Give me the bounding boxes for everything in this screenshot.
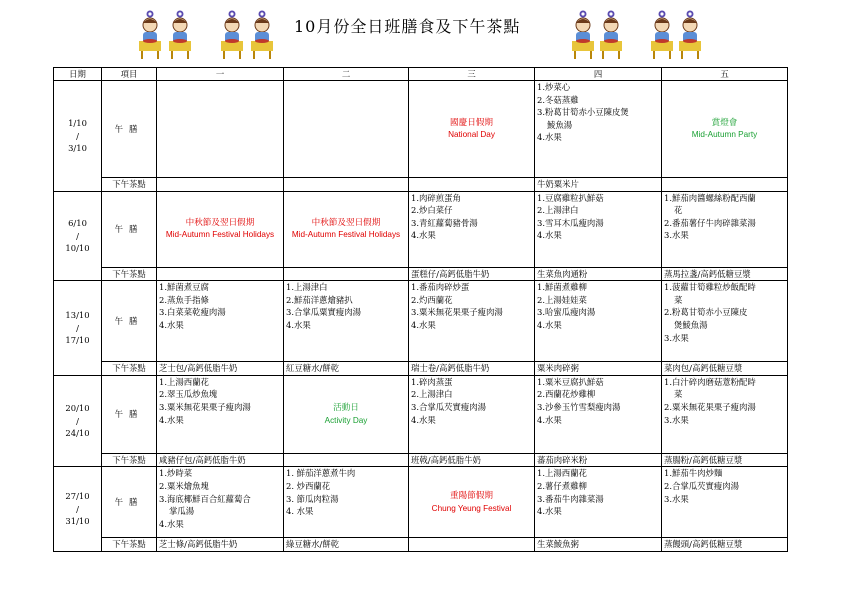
lunch-menu-cell bbox=[409, 375, 535, 453]
tea-cell: 蒸饅頭/高鈣低糖豆漿 bbox=[662, 538, 788, 552]
week-date-range bbox=[54, 375, 102, 467]
menu-line: 3.合掌瓜芡實瘦肉湯 bbox=[411, 401, 486, 412]
menu-line: 2.蒸魚手指條 bbox=[159, 294, 209, 305]
menu-line: 2.粟米燴魚塊 bbox=[159, 480, 209, 491]
tea-cell bbox=[157, 178, 284, 192]
event-cell bbox=[284, 375, 409, 453]
tea-cell bbox=[284, 453, 409, 467]
menu-line: 1.鮮茄肉醬螺絲粉配西蘭 bbox=[664, 192, 756, 203]
tea-label: 下午茶點 bbox=[102, 267, 157, 281]
menu-line: 2.翠玉瓜炒魚塊 bbox=[159, 389, 218, 400]
tea-cell bbox=[662, 178, 788, 192]
date-line: 27/10 bbox=[65, 491, 90, 502]
menu-line: 2.粉葛甘筍赤小豆陳皮 bbox=[664, 307, 748, 318]
menu-line: 1.碎肉蒸蛋 bbox=[411, 376, 453, 387]
page-header bbox=[0, 0, 842, 64]
tea-cell: 綠豆糖水/餅乾 bbox=[284, 538, 409, 552]
lunch-menu-cell bbox=[409, 281, 535, 362]
menu-line: 4.水果 bbox=[411, 319, 436, 330]
menu-line: 2.合掌瓜芡實瘦肉湯 bbox=[664, 480, 739, 491]
menu-line: 花 bbox=[674, 205, 683, 216]
lunch-menu-cell bbox=[662, 467, 788, 538]
tea-cell: 蒸馬拉盞/高鈣低糖豆漿 bbox=[662, 267, 788, 281]
menu-line: 1.白汁碎肉磨菇薏粉配時 bbox=[664, 376, 756, 387]
menu-line: 1.上湯西蘭花 bbox=[159, 376, 209, 387]
menu-line: 3.粟米無花果栗子瘦肉湯 bbox=[411, 307, 503, 318]
lunch-label: 午膳 bbox=[102, 281, 157, 362]
menu-line: 4.水果 bbox=[537, 414, 562, 425]
tea-row bbox=[54, 267, 788, 281]
tea-cell bbox=[409, 178, 535, 192]
menu-line: 2.冬菇蒸雞 bbox=[537, 94, 579, 105]
child-eating-icon bbox=[570, 10, 596, 60]
date-line: 20/10 bbox=[65, 403, 90, 414]
menu-line: 2.上湯娃娃菜 bbox=[537, 294, 587, 305]
lunch-row bbox=[54, 281, 788, 362]
menu-line: 4.水果 bbox=[537, 319, 562, 330]
menu-table bbox=[53, 67, 788, 552]
tea-cell bbox=[409, 538, 535, 552]
menu-line: 3.雪耳木瓜瘦肉湯 bbox=[537, 217, 604, 228]
lunch-label: 午膳 bbox=[102, 191, 157, 267]
event-name-en: Mid-Autumn Party bbox=[691, 130, 758, 140]
tea-cell bbox=[284, 178, 409, 192]
menu-line: 3.沙參玉竹雪梨瘦肉湯 bbox=[537, 401, 621, 412]
lunch-menu-cell bbox=[535, 191, 662, 267]
menu-line: 4.水果 bbox=[159, 414, 184, 425]
date-line: / bbox=[76, 130, 79, 141]
page-title: 10月份全日班膳食及下午茶點 bbox=[294, 17, 521, 36]
tea-cell: 瑞士卷/高鈣低脂牛奶 bbox=[409, 362, 535, 376]
date-line: / bbox=[76, 503, 79, 514]
lunch-label: 午膳 bbox=[102, 375, 157, 453]
lunch-label: 午膳 bbox=[102, 81, 157, 178]
menu-line: 菜 bbox=[674, 294, 683, 305]
date-line: 10/10 bbox=[65, 243, 90, 254]
menu-line: 1.菠蘿甘筍雞粒炒飯配時 bbox=[664, 282, 756, 293]
tea-cell: 芝士條/高鈣低脂牛奶 bbox=[157, 538, 284, 552]
menu-line: 4.水果 bbox=[286, 319, 311, 330]
tea-cell: 生菜魚肉通粉 bbox=[535, 267, 662, 281]
menu-line: 掌瓜湯 bbox=[169, 506, 195, 517]
date-line: 1/10 bbox=[68, 117, 87, 128]
week-date-range bbox=[54, 281, 102, 376]
child-eating-icon bbox=[249, 10, 275, 60]
date-line: 6/10 bbox=[68, 218, 87, 228]
lunch-menu-cell bbox=[662, 281, 788, 362]
menu-line: 4.水果 bbox=[537, 230, 562, 241]
date-line: 17/10 bbox=[65, 335, 90, 346]
event-name-zh: 活動日 bbox=[333, 402, 359, 413]
tea-row bbox=[54, 362, 788, 376]
date-line: / bbox=[76, 322, 79, 333]
tea-cell: 咸豬仔包/高鈣低脂牛奶 bbox=[157, 453, 284, 467]
date-line: 24/10 bbox=[65, 428, 90, 439]
week-date-range bbox=[54, 81, 102, 192]
holiday-name-zh: 重陽節假期 bbox=[450, 491, 493, 502]
tea-cell: 蛋糕仔/高鈣低脂牛奶 bbox=[409, 267, 535, 281]
tea-cell: 蕃茄肉碎米粉 bbox=[535, 453, 662, 467]
menu-line: 4.水果 bbox=[411, 230, 436, 241]
holiday-name-en: National Day bbox=[448, 130, 495, 140]
menu-line: 1.鮮茄牛肉炒麵 bbox=[664, 468, 723, 479]
holiday-name-zh: 國慶日假期 bbox=[450, 117, 493, 128]
menu-line: 菜 bbox=[674, 389, 683, 400]
tea-cell bbox=[157, 267, 284, 281]
header-day-fri: 五 bbox=[662, 68, 788, 81]
tea-cell bbox=[284, 267, 409, 281]
menu-line: 1.炒時菜 bbox=[159, 468, 193, 479]
empty-cell bbox=[284, 81, 409, 178]
menu-line: 2.鮮茄洋蔥燴豬扒 bbox=[286, 294, 353, 305]
menu-line: 4.水果 bbox=[159, 518, 184, 529]
header-item: 項目 bbox=[102, 68, 157, 81]
menu-line: 4.水果 bbox=[537, 132, 562, 143]
child-eating-icon bbox=[137, 10, 163, 60]
tea-cell: 芝士包/高鈣低脂牛奶 bbox=[157, 362, 284, 376]
menu-line: 4. 水果 bbox=[286, 506, 314, 517]
menu-line: 1.番茄肉碎炒蛋 bbox=[411, 282, 470, 293]
menu-line: 1.肉碎煎蛋角 bbox=[411, 192, 461, 203]
lunch-menu-cell bbox=[157, 375, 284, 453]
holiday-cell bbox=[409, 81, 535, 178]
menu-line: 3.白菜菜乾瘦肉湯 bbox=[159, 307, 226, 318]
menu-line: 3.哈蜜瓜瘦肉湯 bbox=[537, 307, 596, 318]
lunch-menu-cell bbox=[535, 81, 662, 178]
lunch-menu-cell bbox=[535, 467, 662, 538]
event-name-en: Activity Day bbox=[324, 415, 368, 425]
child-eating-icon bbox=[677, 10, 703, 60]
menu-line: 鯪魚湯 bbox=[547, 119, 573, 130]
week-date-range bbox=[54, 191, 102, 281]
menu-body bbox=[54, 81, 788, 552]
menu-line: 3.水果 bbox=[664, 332, 689, 343]
date-line: 13/10 bbox=[65, 310, 90, 321]
holiday-cell bbox=[157, 191, 284, 267]
lunch-label: 午膳 bbox=[102, 467, 157, 538]
menu-line: 3.青紅蘿蔔豬骨湯 bbox=[411, 217, 478, 228]
menu-line: 3.水果 bbox=[664, 493, 689, 504]
tea-row bbox=[54, 178, 788, 192]
menu-line: 2.上湯津白 bbox=[411, 389, 453, 400]
lunch-menu-cell bbox=[535, 375, 662, 453]
lunch-menu-cell bbox=[157, 281, 284, 362]
menu-line: 1.豆腐雞粒扒鮮菇 bbox=[537, 192, 604, 203]
child-eating-icon bbox=[598, 10, 624, 60]
event-name-zh: 賞燈會 bbox=[711, 117, 738, 128]
header-day-wed: 三 bbox=[409, 68, 535, 81]
menu-line: 4.水果 bbox=[537, 506, 562, 517]
child-eating-icon bbox=[167, 10, 193, 60]
week-date-range bbox=[54, 467, 102, 552]
lunch-row bbox=[54, 467, 788, 538]
menu-line: 2.上湯津白 bbox=[537, 205, 579, 216]
tea-label: 下午茶點 bbox=[102, 362, 157, 376]
tea-label: 下午茶點 bbox=[102, 453, 157, 467]
tea-cell: 生菜鯪魚粥 bbox=[535, 538, 662, 552]
lunch-menu-cell bbox=[535, 281, 662, 362]
menu-line: 1.粟米豆腐扒鮮菇 bbox=[537, 376, 604, 387]
menu-line: 4.水果 bbox=[411, 414, 436, 425]
tea-cell: 紅豆糖水/餅乾 bbox=[284, 362, 409, 376]
holiday-name-en: Mid-Autumn Festival Holidays bbox=[165, 230, 275, 240]
menu-line: 2. 炒西蘭花 bbox=[286, 480, 331, 491]
event-cell bbox=[662, 81, 788, 178]
menu-line: 1.鮮菌煮豆腐 bbox=[159, 282, 209, 293]
menu-line: 3.合掌瓜粟實瘦肉湯 bbox=[286, 307, 361, 318]
header-day-thu: 四 bbox=[535, 68, 662, 81]
menu-line: 3. 節瓜肉粒湯 bbox=[286, 493, 339, 504]
child-eating-icon bbox=[219, 10, 245, 60]
date-line: 31/10 bbox=[65, 516, 90, 527]
menu-line: 2.灼西蘭花 bbox=[411, 294, 453, 305]
tea-label: 下午茶點 bbox=[102, 538, 157, 552]
lunch-row bbox=[54, 375, 788, 453]
empty-cell bbox=[157, 81, 284, 178]
lunch-row bbox=[54, 191, 788, 267]
tea-row bbox=[54, 538, 788, 552]
holiday-name-en: Mid-Autumn Festival Holidays bbox=[291, 230, 401, 240]
menu-line: 3.水果 bbox=[664, 230, 689, 241]
menu-line: 3.番茄牛肉雜菜湯 bbox=[537, 493, 604, 504]
menu-line: 1. 鮮茄洋蔥煮牛肉 bbox=[286, 468, 356, 479]
header-day-mon: 一 bbox=[157, 68, 284, 81]
date-line: 3/10 bbox=[68, 143, 87, 154]
menu-line: 3.水果 bbox=[664, 414, 689, 425]
menu-line: 4.水果 bbox=[159, 319, 184, 330]
tea-cell: 牛奶粟米片 bbox=[535, 178, 662, 192]
menu-line: 1.炒菜心 bbox=[537, 82, 571, 92]
lunch-row bbox=[54, 81, 788, 178]
menu-line: 煲鯪魚湯 bbox=[674, 319, 708, 330]
menu-line: 1.上湯西蘭花 bbox=[537, 468, 587, 479]
lunch-menu-cell bbox=[284, 467, 409, 538]
menu-line: 2.番茄薯仔牛肉碎雜菜湯 bbox=[664, 217, 756, 228]
lunch-menu-cell bbox=[409, 191, 535, 267]
header-day-tue: 二 bbox=[284, 68, 409, 81]
lunch-menu-cell bbox=[157, 467, 284, 538]
menu-line: 3.粟米無花果栗子瘦肉湯 bbox=[159, 401, 251, 412]
date-line: / bbox=[76, 230, 79, 241]
tea-row bbox=[54, 453, 788, 467]
holiday-name-en: Chung Yeung Festival bbox=[431, 503, 512, 513]
menu-line: 1.上湯津白 bbox=[286, 282, 328, 293]
tea-cell: 蒸腸粉/高鈣低糖豆漿 bbox=[662, 453, 788, 467]
menu-line: 2.粟米無花果栗子瘦肉湯 bbox=[664, 401, 756, 412]
menu-line: 3.海底椰鮮百合紅蘿蔔合 bbox=[159, 493, 251, 504]
menu-line: 2.炒白菜仔 bbox=[411, 205, 453, 216]
menu-line: 2.薯仔煮雞柳 bbox=[537, 480, 587, 491]
holiday-cell bbox=[284, 191, 409, 267]
holiday-name-zh: 中秋節及翌日假期 bbox=[185, 217, 255, 228]
child-eating-icon bbox=[649, 10, 675, 60]
date-line: / bbox=[76, 415, 79, 426]
menu-line: 1.鮮菌煮雞柳 bbox=[537, 282, 587, 293]
menu-line: 2.西蘭花炒雞柳 bbox=[537, 389, 596, 400]
tea-cell: 菜肉包/高鈣低糖豆漿 bbox=[662, 362, 788, 376]
lunch-menu-cell bbox=[284, 281, 409, 362]
header-row bbox=[54, 68, 788, 81]
menu-line: 3.粉葛甘筍赤小豆陳皮煲 bbox=[537, 107, 629, 118]
header-date: 日期 bbox=[54, 68, 102, 81]
holiday-name-zh: 中秋節及翌日假期 bbox=[311, 217, 381, 228]
lunch-menu-cell bbox=[662, 191, 788, 267]
tea-cell: 班戟/高鈣低脂牛奶 bbox=[409, 453, 535, 467]
lunch-menu-cell bbox=[662, 375, 788, 453]
holiday-cell bbox=[409, 467, 535, 538]
tea-label: 下午茶點 bbox=[102, 178, 157, 192]
tea-cell: 粟米肉碎粥 bbox=[535, 362, 662, 376]
